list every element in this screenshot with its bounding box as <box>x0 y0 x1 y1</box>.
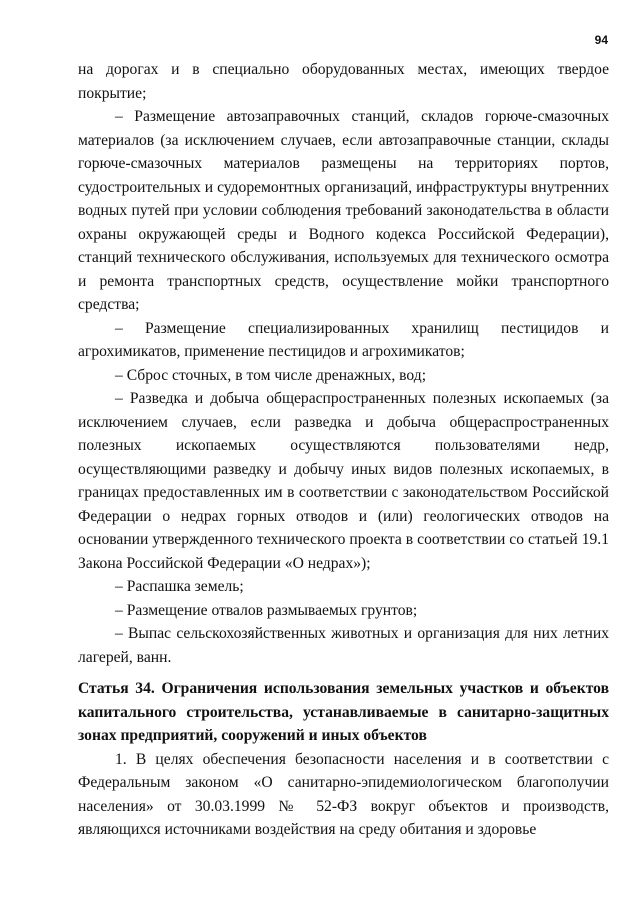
paragraph-continuation: на дорогах и в специально оборудованных местах, имеющих твердое покрытие; <box>78 61 609 102</box>
list-item-grazing: – Выпас сельскохозяйственных животных и организация для них летних лагерей, ванн. <box>78 625 609 666</box>
article-heading: Статья 34. Ограничения использования земельных участков и объектов капитального строительства, устанавливаемые в санитарно-защитных зонах предприятий, сооружений и иных объектов <box>78 680 609 744</box>
list-item-pesticides: – Размещение специализированных хранилищ пестицидов и агрохимикатов, применение пестицидов и агрохимикатов; <box>78 319 609 360</box>
list-item-wastewater: – Сброс сточных, в том числе дренажных, вод; <box>115 366 427 384</box>
list-item-soil-dumps: – Размещение отвалов размываемых грунтов; <box>115 601 418 619</box>
list-item-plowing: – Распашка земель; <box>115 578 244 595</box>
list-item-mineral-extraction: – Разведка и добыча общераспространенных полезных ископаемых (за исключением случаев, если разведка и добыча общераспространенных полезных ископаемых осуществляются пользователями недр, осуществляющими разведку и добычу иных видов полезных ископаемых, в границах предоставленных им в соответствии с законодательством Российской Федерации о недрах горных отводов и (или) геологических отводов на основании утвержденного технического проекта в соответствии со статьей 19.1 Закона Российской Федерации «О недрах»); <box>78 390 609 572</box>
page-number: 94 <box>594 33 608 47</box>
article-paragraph-1: 1. В целях обеспечения безопасности населения и в соответствии с Федеральным законом «О санитарно-эпидемиологическом благополучии населения» от 30.03.1999 № 52-ФЗ вокруг объектов и производств, являющихся источниками воздействия на среду обитания и здоровье <box>78 750 609 838</box>
document-body <box>78 58 609 842</box>
list-item-fuel-stations: – Размещение автозаправочных станций, складов горюче-смазочных материалов (за исключением случаев, если автозаправочные станции, склады горюче-смазочных материалов размещены на территориях портов, судостроительных и судоремонтных организаций, инфраструктуры внутренних водных путей при условии соблюдения требований законодательства в области охраны окружающей среды и Водного кодекса Российской Федерации), станций технического обслуживания, используемых для технического осмотра и ремонта транспортных средств, осуществление мойки транспортного средства; <box>78 108 609 313</box>
